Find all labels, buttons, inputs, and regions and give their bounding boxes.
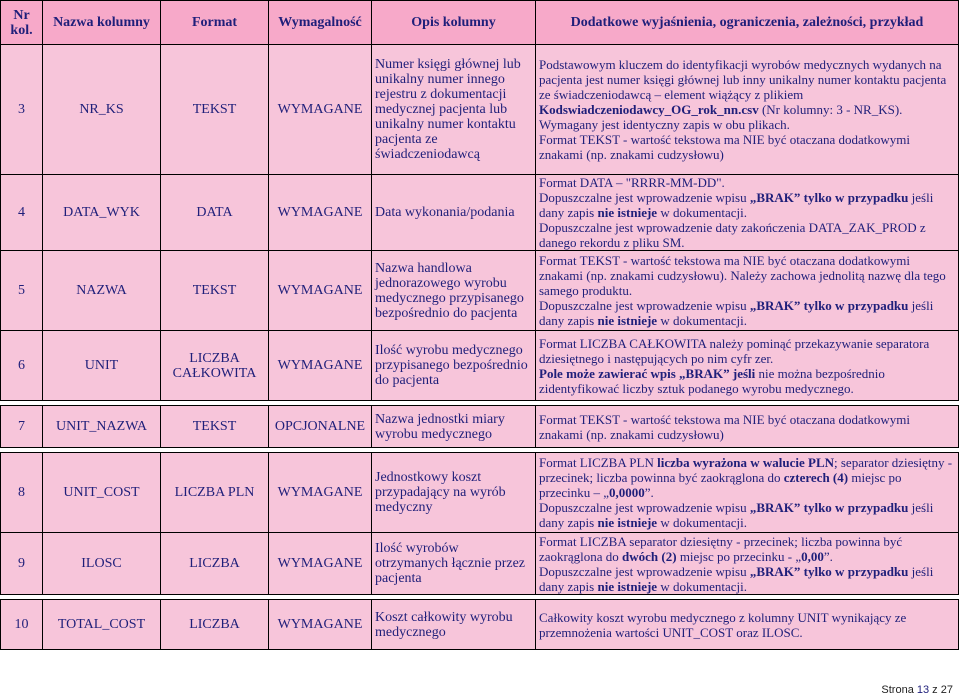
header-extra: Dodatkowe wyjaśnienia, ograniczenia, zależności, przykład (536, 1, 959, 45)
extra-text: Format LICZBA CAŁKOWITA należy pominąć przekazywanie separatora dziesiętnego i następujących po nim cyfr zer. (539, 335, 930, 366)
extra-text: jeśli dany zapis (539, 563, 934, 594)
header-description: Opis kolumny (372, 1, 536, 45)
extra-text: nie istnieje (597, 313, 658, 328)
row-required: WYMAGANE (269, 600, 372, 650)
row-required: WYMAGANE (269, 45, 372, 175)
row-extra: Całkowity koszt wyrobu medycznego z kolumny UNIT wynikający ze przemnożenia wartości UNIT_COST oraz ILOSC. (536, 600, 959, 650)
extra-text: miejsc po przecinku - „ (676, 548, 802, 564)
row-nr: 4 (1, 175, 43, 251)
extra-text: Format LICZBA PLN (539, 455, 658, 470)
header-name: Nazwa kolumny (43, 1, 161, 45)
extra-text: ”. (823, 548, 833, 564)
row-nr: 3 (1, 45, 43, 175)
extra-text: Dopuszczalne jest wprowadzenie wpisu (539, 298, 750, 313)
row-extra (536, 331, 959, 401)
page-number: 13 (916, 684, 930, 696)
extra-text: Format DATA – "RRRR-MM-DD". (539, 175, 725, 190)
row-required: WYMAGANE (269, 453, 372, 533)
row-required: WYMAGANE (269, 533, 372, 595)
extra-text: jeśli dany zapis (539, 500, 934, 530)
row-name: NAZWA (43, 251, 161, 331)
row-description: Data wykonania/podania (372, 175, 536, 251)
row-format: LICZBA (161, 600, 269, 650)
row-name: UNIT_NAZWA (43, 406, 161, 448)
extra-text: „BRAK” tylko w przypadku (749, 563, 909, 579)
extra-text: nie można bezpośrednio zidentyfikować liczby sztuk podanego wyrobu medycznego. (539, 365, 885, 396)
row-extra (536, 453, 959, 533)
extra-text: „BRAK” tylko w przypadku (749, 500, 909, 515)
extra-text: liczba wyrażona w walucie PLN (657, 455, 835, 470)
row-nr: 7 (1, 406, 43, 448)
page-label: Strona (881, 684, 917, 696)
row-nr: 9 (1, 533, 43, 595)
row-name: UNIT (43, 331, 161, 401)
extra-text: „BRAK” tylko w przypadku (749, 298, 909, 313)
row-extra (536, 251, 959, 331)
extra-text: (Nr kolumny: 3 - NR_KS). Wymagany jest identyczny zapis w obu plikach. (539, 102, 903, 132)
extra-text: w dokumentacji. (657, 205, 747, 220)
table-row (1, 251, 959, 331)
row-extra: Format TEKST - wartość tekstowa ma NIE być otaczana dodatkowymi znakami (np. znakami cudzysłowu) (536, 406, 959, 448)
extra-text: miejsc po przecinku – „ (539, 470, 902, 500)
extra-text: 0,00 (801, 548, 824, 564)
table-row (1, 453, 959, 533)
row-description: Koszt całkowity wyrobu medycznego (372, 600, 536, 650)
extra-text: nie istnieje (597, 205, 658, 220)
row-nr: 5 (1, 251, 43, 331)
extra-text: nie istnieje (597, 578, 658, 594)
row-format: TEKST (161, 251, 269, 331)
row-required: WYMAGANE (269, 175, 372, 251)
row-format: LICZBA CAŁKOWITA (161, 331, 269, 401)
row-format: DATA (161, 175, 269, 251)
table-row (1, 406, 959, 448)
page-footer (881, 684, 953, 696)
extra-text: Podstawowym kluczem do identyfikacji wyrobów medycznych wydanych na pacjenta jest numer księgi głównej lub inny unikalny numer kontaktu pacjenta ze świadczeniodawcą – element wiążący z plikiem (539, 57, 947, 102)
table-row (1, 45, 959, 175)
extra-text: w dokumentacji. (657, 515, 747, 530)
extra-text: Format TEKST - wartość tekstowa ma NIE być otaczana dodatkowymi znakami (np. znakami cudzysłowu). Należy zachowa jednolitą nazwę dla tego samego produktu. (539, 253, 946, 298)
row-nr: 10 (1, 600, 43, 650)
row-extra (536, 175, 959, 251)
row-description: Ilość wyrobów otrzymanych łącznie przez pacjenta (372, 533, 536, 595)
row-description: Numer księgi głównej lub unikalny numer innego rejestru z dokumentacji medycznej pacjenta lub unikalny numer kontaktu pacjenta ze świadczeniodawcą (372, 45, 536, 175)
row-name: DATA_WYK (43, 175, 161, 251)
row-required: OPCJONALNE (269, 406, 372, 448)
row-required: WYMAGANE (269, 251, 372, 331)
table-row (1, 533, 959, 595)
extra-text: Kodswiadczeniodawcy_OG_rok_nn.csv (539, 102, 759, 117)
row-extra (536, 45, 959, 175)
extra-text: nie istnieje (597, 515, 658, 530)
row-format: LICZBA (161, 533, 269, 595)
table-row (1, 175, 959, 251)
row-name: TOTAL_COST (43, 600, 161, 650)
row-description: Nazwa jednostki miary wyrobu medycznego (372, 406, 536, 448)
extra-text: jeśli dany zapis (539, 298, 934, 328)
page-total: 27 (940, 684, 953, 696)
row-required: WYMAGANE (269, 331, 372, 401)
header-required: Wymagalność (269, 1, 372, 45)
extra-text: Dopuszczalne jest wprowadzenie wpisu (539, 500, 750, 515)
page-sep: z (929, 684, 941, 696)
header-row (1, 1, 959, 45)
extra-text: Dopuszczalne jest wprowadzenie daty zakończenia DATA_ZAK_PROD z danego rekordu z pliku SM. (539, 220, 926, 250)
row-nr: 6 (1, 331, 43, 401)
row-format: LICZBA PLN (161, 453, 269, 533)
row-description: Nazwa handlowa jednorazowego wyrobu medycznego przypisanego bezpośrednio do pacjenta (372, 251, 536, 331)
table-row (1, 600, 959, 650)
row-description: Ilość wyrobu medycznego przypisanego bezpośrednio do pacjenta (372, 331, 536, 401)
row-format: TEKST (161, 45, 269, 175)
extra-text: Dopuszczalne jest wprowadzenie wpisu (539, 190, 750, 205)
extra-text: dwóch (2) (622, 548, 677, 564)
extra-text: Format TEKST - wartość tekstowa ma NIE być otaczana dodatkowymi znakami (np. znakami cudzysłowu) (539, 132, 911, 162)
extra-text: Pole może zawierać wpis „BRAK” jeśli (539, 365, 756, 381)
row-description: Jednostkowy koszt przypadający na wyrób medyczny (372, 453, 536, 533)
extra-text: czterech (4) (783, 470, 849, 485)
extra-text: ; separator dziesiętny - przecinek; liczba powinna być zaokrąglona do (539, 455, 953, 485)
extra-text: w dokumentacji. (657, 578, 747, 594)
row-nr: 8 (1, 453, 43, 533)
header-nr: Nr kol. (1, 1, 43, 45)
extra-text: ”. (644, 485, 654, 500)
row-format: TEKST (161, 406, 269, 448)
header-format: Format (161, 1, 269, 45)
extra-text: w dokumentacji. (657, 313, 747, 328)
extra-text: „BRAK” tylko w przypadku (749, 190, 909, 205)
row-extra (536, 533, 959, 595)
extra-text: 0,0000 (609, 485, 645, 500)
extra-text: jeśli dany zapis (539, 190, 934, 220)
row-name: ILOSC (43, 533, 161, 595)
row-name: UNIT_COST (43, 453, 161, 533)
extra-text: Format LICZBA separator dziesiętny - przecinek; liczba powinna być zaokrąglona do (539, 533, 903, 564)
extra-text: Dopuszczalne jest wprowadzenie wpisu (539, 563, 750, 579)
table-row (1, 331, 959, 401)
row-name: NR_KS (43, 45, 161, 175)
